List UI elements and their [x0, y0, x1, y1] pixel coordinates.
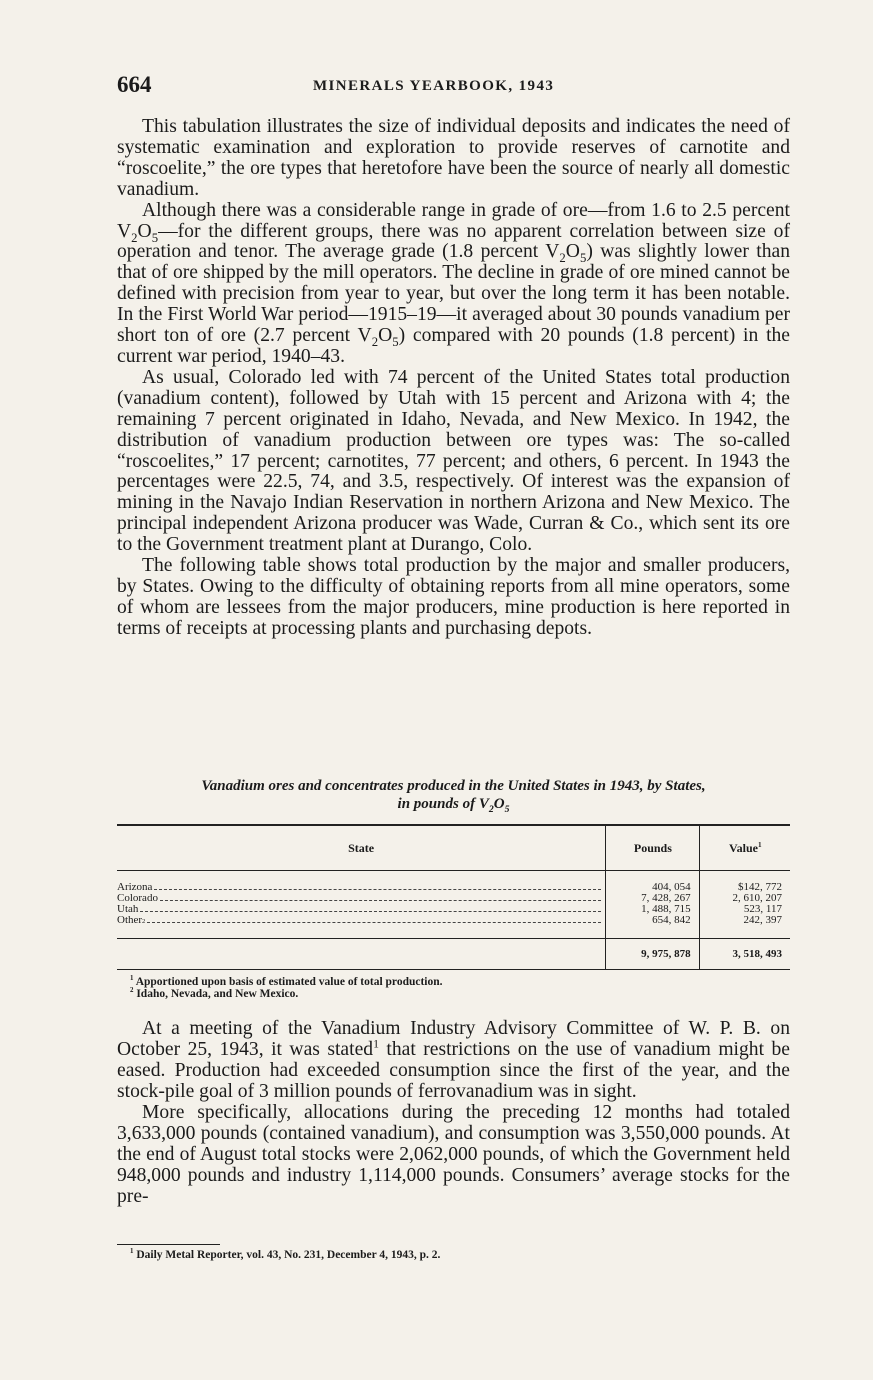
state-name: Colorado [117, 892, 158, 904]
pounds-cell: 7, 428, 267 [606, 893, 699, 904]
running-title: MINERALS YEARBOOK, 1943 [313, 78, 555, 94]
paragraph: As usual, Colorado led with 74 percent of the United States total production (vanadium content), followed by Utah with 15 percent and Arizona with 4; the remaining 7 percent originated in Idaho, Nevada, and New Mexico. In 1942, the distribution of vanadium production between ore types was: The so-called “roscoelites,” 17 percent; carnotites, 77 percent; and others, 6 percent. In 1943 the percentages were 22.5, 74, and 3.5, respectively. Of interest was the expansion of mining in the Navajo Indian Reservation in northern Arizona and New Mexico. The principal independent Arizona producer was Wade, Curran & Co., which sent its ore to the Government treatment plant at Durango, Colo. [117, 366, 790, 556]
value-cell: 2, 610, 207 [699, 893, 790, 904]
leader-dots [154, 883, 601, 890]
table-footnote: $^2$ Idaho, Nevada, and New Mexico. [130, 987, 299, 1000]
body-text-lower [117, 1018, 790, 1207]
pounds-cell: 1, 488, 715 [606, 904, 699, 915]
table-caption [117, 777, 790, 813]
footnote-divider [117, 1244, 220, 1245]
paragraph: More specifically, allocations during the preceding 12 months had totaled 3,633,000 pounds (contained vanadium), and consumption was 3,550,000 pounds. At the end of August total stocks were 2,062,000 pounds, of which the Government held 948,000 pounds and industry 1,114,000 pounds. Consumers’ average stocks for the pre- [117, 1102, 790, 1207]
paragraph: At a meeting of the Vanadium Industry Advisory Committee of W. P. B. on October 25, 1943, it was stated$^1$ that restrictions on the use of vanadium might be eased. Production had exceeded consumption since the first of the year, and the stock-pile goal of 3 million pounds of ferrovanadium was in sight. [117, 1018, 790, 1102]
body-text-upper [117, 117, 790, 640]
pounds-cell: 404, 054 [606, 871, 699, 894]
pounds-cell: 654, 842 [606, 915, 699, 939]
page-footnote: $^1$ Daily Metal Reporter, vol. 43, No. 231, December 4, 1943, p. 2. [130, 1248, 441, 1261]
value-cell: 523, 117 [699, 904, 790, 915]
paragraph: The following table shows total production by the major and smaller producers, by States. Owing to the difficulty of obtaining reports from all mine operators, some of whom are lessees from the major producers, mine production is here reported in terms of receipts at processing plants and purchasing depots. [117, 555, 790, 639]
table-total-row [117, 939, 790, 970]
table-row [117, 871, 790, 894]
column-header-state: State [117, 825, 606, 871]
value-cell: $142, 772 [699, 871, 790, 894]
table-row: Other 2 654, 842 242, 397 [117, 915, 790, 939]
page-header [117, 70, 790, 104]
state-name: Arizona [117, 881, 153, 893]
leader-dots [160, 894, 601, 901]
total-pounds: 9, 975, 878 [606, 939, 699, 970]
leader-dots [147, 916, 601, 923]
paragraph: Although there was a considerable range in grade of ore—from 1.6 to 2.5 percent $V_2O_5—for$ the different groups, there was no apparent correlation between size of operation and tenor. The average grade (1.8 percent $V_2O_5$) was slightly lower than that of ore shipped by the mill operators. The decline in grade of ore mined cannot be defined with precision from year to year, but over the long term it has been notable. In the First World War period—1915–19—it averaged about 30 pounds vanadium per short ton of ore (2.7 percent $V_2O_5$) compared with 20 pounds (1.8 percent) in the current war period, 1940–43. [117, 199, 791, 367]
table-footnote: $^1$ Apportioned upon basis of estimated value of total production. [130, 975, 443, 988]
column-header-pounds: Pounds [606, 825, 699, 871]
state-name: Other [117, 914, 143, 926]
page-number: 664 [117, 72, 152, 97]
table-header-row [117, 825, 790, 871]
column-header-value: Value$^1$ [699, 825, 790, 871]
state-name: Utah [117, 903, 139, 915]
production-table [117, 824, 790, 970]
value-cell: 242, 397 [699, 915, 790, 939]
leader-dots [140, 905, 601, 912]
table-caption-line2: in pounds of $V_2O_5$ [397, 796, 510, 815]
table-caption-line1: Vanadium ores and concentrates produced in the United States in 1943, by States, [201, 778, 706, 794]
table-footnotes [130, 976, 790, 1000]
paragraph: This tabulation illustrates the size of individual deposits and indicates the need of systematic examination and exploration to provide reserves of carnotite and “roscoelite,” the ore types that heretofore have been the source of nearly all domestic vanadium. [117, 116, 790, 200]
total-value: 3, 518, 493 [699, 939, 790, 970]
